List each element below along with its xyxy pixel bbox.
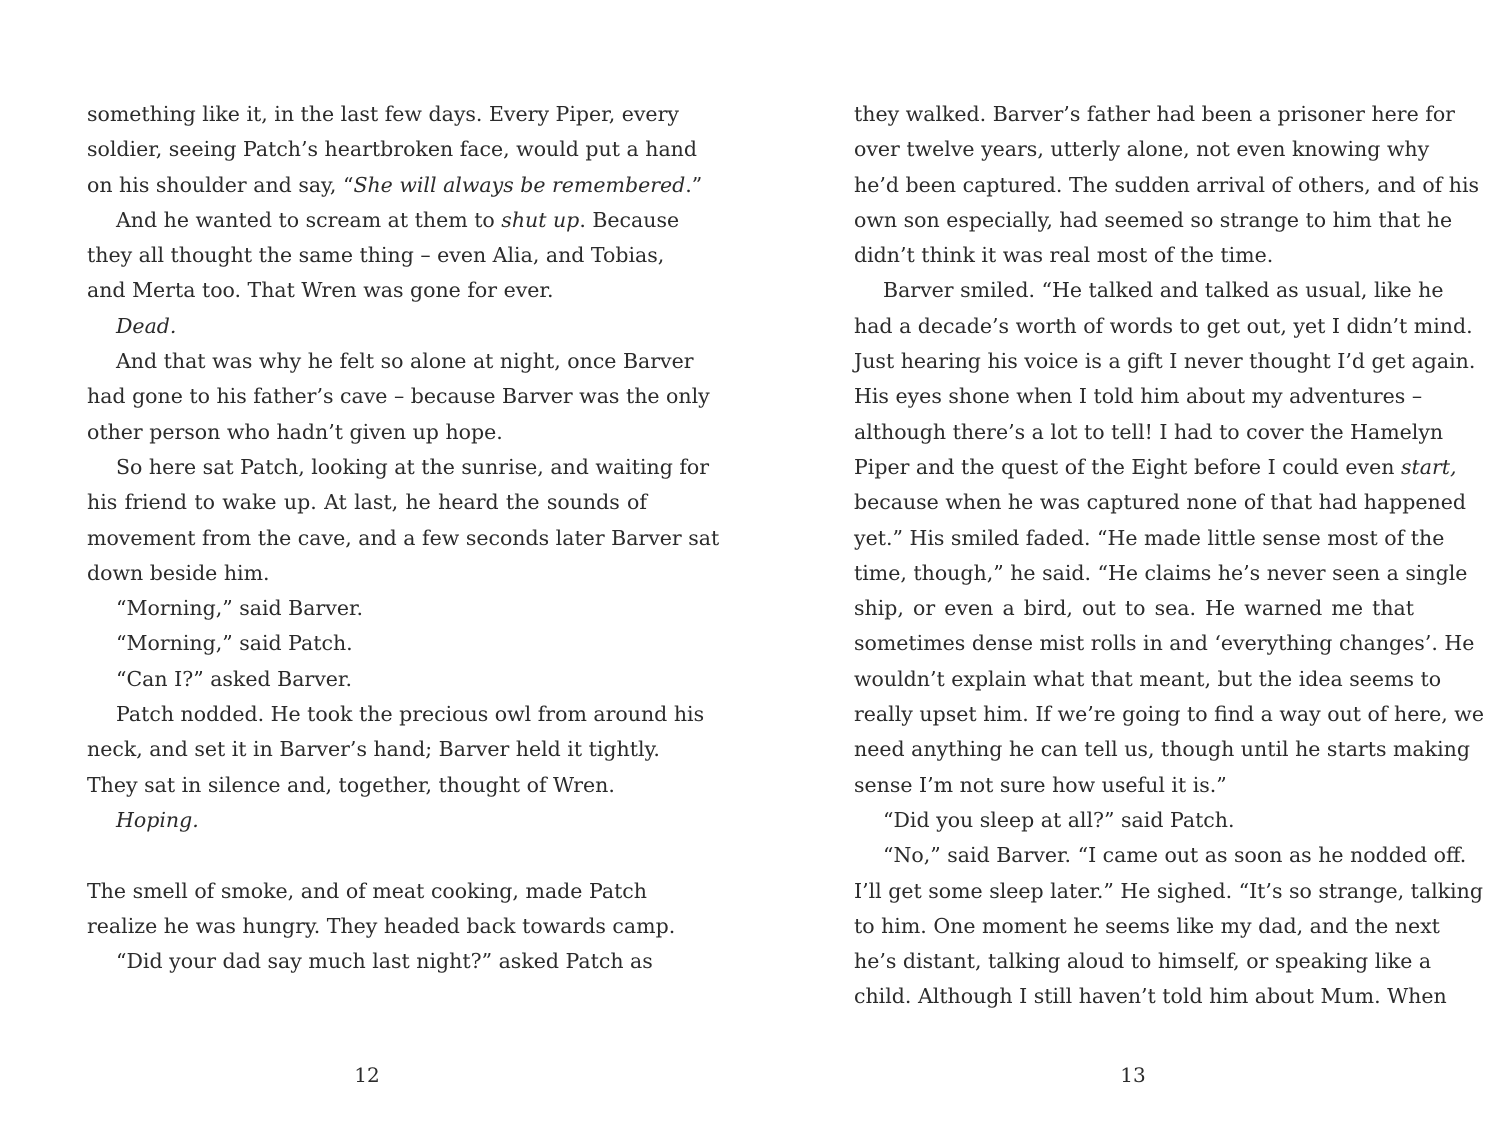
text-line: had gone to his father’s cave – because Barver was the only <box>87 384 710 409</box>
text-line: Barver smiled. “He talked and talked as usual, like he <box>883 278 1444 303</box>
text-line: didn’t think it was real most of the time. <box>854 243 1274 268</box>
text-line: Dead. <box>116 313 177 338</box>
text-line: down beside him. <box>87 560 270 585</box>
text-line: on his shoulder and say, “She will always be remembered.” <box>87 172 703 197</box>
text-line: neck, and set it in Barver’s hand; Barver held it tightly. <box>87 737 660 762</box>
text-line: something like it, in the last few days. Every Piper, every <box>87 102 679 126</box>
text-line: time, though,” he said. “He claims he’s never seen a single <box>854 560 1468 585</box>
text-line: wouldn’t explain what that meant, but the idea seems to <box>854 666 1442 691</box>
text-line: child. Although I still haven’t told him about Mum. When <box>854 984 1447 1009</box>
text-line: His eyes shone when I told him about my adventures – <box>854 384 1423 409</box>
text-line: And that was why he felt so alone at night, once Barver <box>116 349 694 374</box>
text-line: soldier, seeing Patch’s heartbroken face, would put a hand <box>87 137 698 162</box>
text-line: over twelve years, utterly alone, not even knowing why <box>854 137 1430 162</box>
text-line: sense I’m not sure how useful it is.” <box>854 772 1227 797</box>
text-line: “Did your dad say much last night?” asked Patch as <box>116 949 653 974</box>
text-line: “Can I?” asked Barver. <box>116 666 352 691</box>
text-line: So here sat Patch, looking at the sunrise, and waiting for <box>116 454 710 479</box>
text-line: because when he was captured none of that had happened <box>854 490 1467 515</box>
text-line: Piper and the quest of the Eight before I could even start, <box>854 454 1457 479</box>
text-line: really upset him. If we’re going to find a way out of here, we <box>854 702 1484 727</box>
text-line: realize he was hungry. They headed back towards camp. <box>87 913 676 938</box>
text-line: he’s distant, talking aloud to himself, or speaking like a <box>854 949 1432 974</box>
text-line: movement from the cave, and a few seconds later Barver sat <box>87 525 720 550</box>
text-line: “Did you sleep at all?” said Patch. <box>883 807 1235 832</box>
text-line: sometimes dense mist rolls in and ‘everything changes’. He <box>854 631 1475 656</box>
text-line: Patch nodded. He took the precious owl from around his <box>116 702 705 727</box>
text-line: yet.” His smiled faded. “He made little sense most of the <box>854 525 1445 550</box>
text-line: although there’s a lot to tell! I had to cover the Hamelyn <box>854 419 1444 444</box>
right-page-text <box>854 97 1484 1015</box>
text-line: “Morning,” said Patch. <box>116 631 353 656</box>
text-line: need anything he can tell us, though until he starts making <box>854 737 1470 762</box>
text-line: to him. One moment he seems like my dad, and the next <box>854 913 1440 938</box>
text-line: had a decade’s worth of words to get out, yet I didn’t mind. <box>854 313 1473 338</box>
text-line: his friend to wake up. At last, he heard the sounds of <box>87 490 647 515</box>
text-line: they walked. Barver’s father had been a prisoner here for <box>854 102 1455 126</box>
text-line: he’d been captured. The sudden arrival of others, and of his <box>854 172 1480 197</box>
text-line: “Morning,” said Barver. <box>116 596 364 621</box>
text-line: They sat in silence and, together, thought of Wren. <box>87 772 615 797</box>
page-number-right: 13 <box>1120 1063 1146 1087</box>
text-line: and Merta too. That Wren was gone for ever. <box>87 278 554 303</box>
page-number-left: 12 <box>354 1063 380 1087</box>
text-line: own son especially, had seemed so strange to him that he <box>854 207 1453 232</box>
text-line: they all thought the same thing – even Alia, and Tobias, <box>87 243 665 268</box>
text-line: Hoping. <box>116 807 199 832</box>
text-line: The smell of smoke, and of meat cooking, made Patch <box>87 878 647 903</box>
text-line: Just hearing his voice is a gift I never thought I’d get again. <box>854 349 1476 374</box>
text-line: And he wanted to scream at them to shut up. Because <box>116 207 680 232</box>
text-line: I’ll get some sleep later.” He sighed. “It’s so strange, talking <box>854 878 1483 903</box>
left-page-text <box>87 97 720 979</box>
text-line: other person who hadn’t given up hope. <box>87 419 503 444</box>
text-line: ship, or even a bird, out to sea. He warned me that <box>854 596 1414 621</box>
text-line: “No,” said Barver. “I came out as soon as he nodded off. <box>883 843 1467 868</box>
